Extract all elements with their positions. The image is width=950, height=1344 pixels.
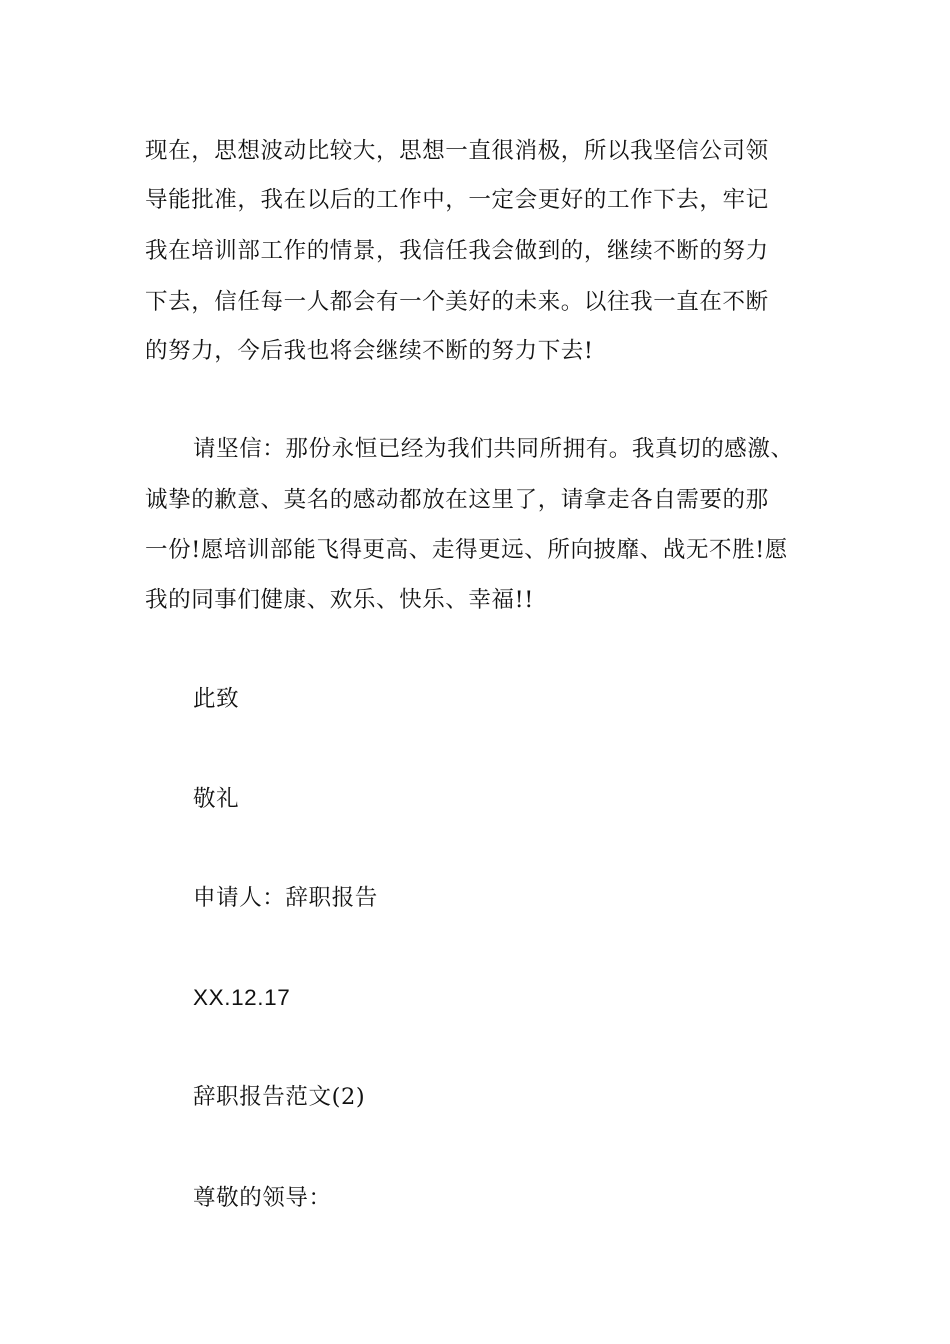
paragraph-line: 一份!愿培训部能飞得更高、走得更远、所向披靡、战无不胜!愿: [145, 537, 788, 563]
applicant-line: 申请人：辞职报告: [193, 885, 378, 911]
paragraph-line: 请坚信：那份永恒已经为我们共同所拥有。我真切的感激、: [193, 436, 794, 462]
salutation-cizhi: 此致: [193, 686, 240, 712]
greeting-line: 尊敬的领导：: [193, 1185, 332, 1211]
paragraph-line: 我的同事们健康、欢乐、快乐、幸福!!: [145, 587, 534, 613]
paragraph-line: 的努力，今后我也将会继续不断的努力下去!: [145, 338, 594, 364]
date-line: XX.12.17: [193, 985, 291, 1010]
paragraph-line: 我在培训部工作的情景，我信任我会做到的，继续不断的努力: [145, 238, 769, 264]
paragraph-line: 下去，信任每一人都会有一个美好的未来。以往我一直在不断: [145, 289, 769, 315]
salutation-jingli: 敬礼: [193, 786, 240, 812]
paragraph-line: 导能批准，我在以后的工作中，一定会更好的工作下去，牢记: [145, 187, 769, 213]
section-title: 辞职报告范文(2): [193, 1084, 366, 1110]
paragraph-line: 现在，思想波动比较大，思想一直很消极，所以我坚信公司领: [145, 138, 769, 164]
paragraph-line: 诚挚的歉意、莫名的感动都放在这里了，请拿走各自需要的那: [145, 487, 769, 513]
